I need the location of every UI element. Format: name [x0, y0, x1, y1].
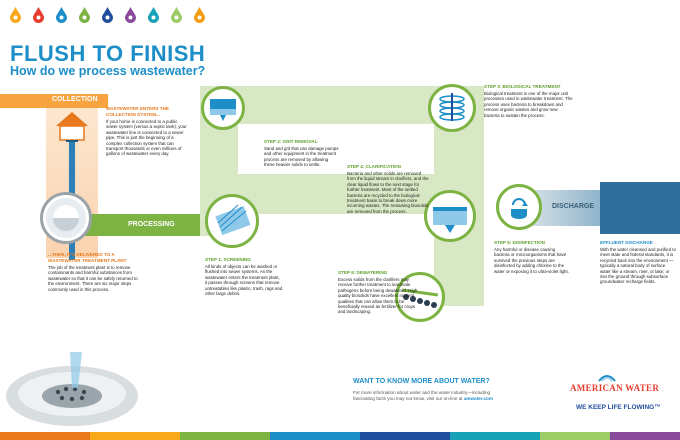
- footer-strip-6: [450, 432, 540, 440]
- step3-heading: STEP 3: BIOLOGICAL TREATMENT: [484, 84, 561, 89]
- collection-body: If your home is connected to a public sewer system (versus a septic tank), your wastewater line is connected to a sewer pipe. This is just the beginning of a complex collection system that can transport thousands or even millions of gallons of wastewater every day.: [106, 119, 187, 157]
- flow-top-1: [238, 86, 434, 124]
- brand-name: AMERICAN WATER: [570, 383, 660, 393]
- cta-heading: WANT TO KNOW MORE ABOUT WATER?: [353, 378, 490, 385]
- footer-strip-7: [540, 432, 610, 440]
- brand-tagline: WE KEEP LIFE FLOWING™: [576, 404, 661, 411]
- disinfection-icon: [496, 184, 542, 230]
- discharge-label: DISCHARGE: [552, 203, 595, 210]
- step2-body: Sand and grit that can damage pumps and other equipment in the treatment process are removed by allowing these heavier solids to settle.: [264, 146, 339, 168]
- footer-strip-4: [270, 432, 360, 440]
- discharge-band-dark: [600, 182, 680, 234]
- page-subtitle: How do we process wastewater?: [10, 64, 206, 78]
- footer-strip-8: [610, 432, 680, 440]
- step4-heading: STEP 4: CLARIFICATION: [347, 164, 401, 169]
- effluent-heading: EFFLUENT DISCHARGE: [600, 240, 653, 245]
- step6-heading: STEP 6: DEWATERING: [338, 270, 388, 275]
- screening-icon: [205, 194, 259, 248]
- collection-heading: WASTEWATER ENTERS THE COLLECTION SYSTEM...: [106, 106, 169, 117]
- plant-body: The job of the treatment plant is to remove contaminants and harmful substances from wastewater so that it can be safely returned to the environment. There are six major steps commonly used in this process.: [48, 265, 138, 292]
- step6-body: Excess solids from the clarifiers may receive further treatment to inactivate pathogens before being dewatered. High quality biosolids have excellent nutrient qualities that can allow them to be beneficially reused as fertilizer for crops and landscaping.: [338, 277, 418, 315]
- plant-heading: ...THEN, IT'S DELIVERED TO A WASTEWATER TREATMENT PLANT: [48, 252, 127, 263]
- step5-body: Any harmful or disease causing bacteria or microorganisms that have survived the previous steps are disinfected by adding chlorine to the water or exposing it to ultra-violet light.: [494, 247, 569, 274]
- footer-strip-3: [180, 432, 270, 440]
- footer-strip-1: [0, 432, 90, 440]
- clarification-icon: [424, 190, 476, 242]
- step3-body: Biological treatment is one of the major unit processes used in wastewater treatment. The process uses bacteria to breakdown and remove organic wastes and grow new bacteria to sustain the process.: [484, 91, 573, 118]
- page-title: FLUSH TO FINISH: [10, 41, 206, 66]
- effluent-body: With the water cleansed and purified to meet state and federal standards, it is recycled back into the environment — typically a natural body of surface water like a stream, river, or lake; or into the ground through subsurface groundwater recharge fields.: [600, 247, 676, 285]
- collection-label: COLLECTION: [52, 96, 98, 103]
- step5-heading: STEP 5: DISINFECTION: [494, 240, 545, 245]
- drain-illustration: [0, 352, 140, 432]
- cta-body: [353, 390, 501, 402]
- step2-heading: STEP 2: GRIT REMOVAL: [264, 139, 318, 144]
- pipe-crosssection-icon: [40, 192, 92, 244]
- biological-treatment-icon: [428, 84, 476, 132]
- footer-strip-5: [360, 432, 450, 440]
- american-water-logo-icon: [597, 370, 617, 382]
- processing-label: PROCESSING: [128, 221, 175, 228]
- cta-text: For more information about water and the water industry—including fascinating facts you may not know, visit our on-line at: [353, 390, 491, 401]
- cta-link[interactable]: amwater.com: [463, 395, 493, 401]
- step1-body: All kinds of objects can be washed or flushed into sewer systems. As the wastewater enters the treatment plant, it passes through screens that remove untreatables like plastic, trash, rags and other large debris.: [205, 264, 283, 297]
- step1-heading: STEP 1: SCREENING: [205, 257, 251, 262]
- step4-body: Bacteria and other solids are removed from the liquid stream in clarifiers, and the clear liquid flows to the next stage for further treatment. Most of the settled bacteria are recycled to the biological treatment basin to break down more incoming wastes. The remaining biosolids are removed from the process.: [347, 171, 429, 214]
- footer-strip-2: [90, 432, 180, 440]
- grit-removal-icon: [201, 86, 245, 130]
